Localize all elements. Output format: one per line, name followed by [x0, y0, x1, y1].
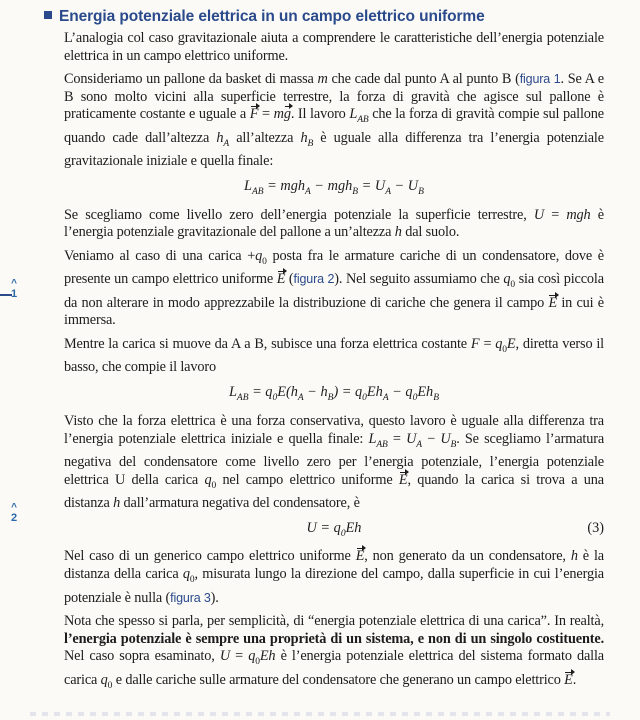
figure-ref-1[interactable]: figura 1	[519, 72, 561, 87]
equation: $L_{AB} = mgh_A - mgh_B = U_A - U_B$	[244, 177, 424, 197]
heading-text: Energia potenziale elettrica in un campo elettrico uniforme	[59, 8, 485, 25]
chevron-up-icon: ^	[11, 278, 17, 289]
margin-marker-2-label: 2	[10, 512, 18, 524]
paragraph: Mentre la carica si muove da A a B, subisce una forza elettrica costante $F = q_0E$, diretta verso il basso, che compie il lavoro	[64, 336, 605, 376]
margin-marker-1-label: 1	[10, 288, 18, 300]
margin-marker-1	[6, 280, 22, 300]
paragraph: Nota che spesso si parla, per semplicità, di “energia potenziale elettrica di una carica”. In realtà, l’energia potenziale è sempre una proprietà di un sistema, e non di un singolo costituente. Nel caso sopra esaminato, $U = q_0Eh$ è l’energia potenziale elettrica del sistema formato dalla carica $q_0$ e dalle cariche sulle armature del condensatore che generano un campo elettrico E.	[64, 613, 604, 691]
paragraph: L’analogia col caso gravitazionale aiuta a comprendere le caratteristiche dell’energia potenziale elettrica in un campo elettrico uniforme.	[64, 30, 604, 64]
chevron-up-icon: ^	[11, 502, 17, 513]
body-text	[64, 30, 604, 701]
figure-ref-3[interactable]: figura 3	[170, 590, 211, 605]
paragraph: Nel caso di un generico campo elettrico uniforme E, non generato da un condensatore, h è la distanza della carica $q_0$, misurata lungo la direzione del campo, dalla superficie in cui l’energia potenziale è nulla (figura 3).	[64, 548, 604, 606]
figure-ref-2[interactable]: figura 2	[293, 272, 335, 287]
section-heading	[44, 8, 485, 26]
paragraph: Consideriamo un pallone da basket di massa m che cade dal punto A al punto B (figura 1. Se A e B sono molto vicini alla superficie terrestre, la forza di gravità che agisce sul pallone è praticamente costante e uguale a F = mg. Il lavoro $L_{AB}$ che la forza di gravità compie sul pallone quando cade dall’altezza $h_A$ all’altezza $h_B$ è uguale alla differenza tra l’energia potenziale gravitazionale iniziale e quella finale:	[64, 71, 604, 170]
equation-number: (3)	[587, 519, 604, 536]
margin-marker-2	[6, 504, 22, 524]
equation-3: $U = q_0Eh$ (3)	[306, 519, 604, 539]
heading-bullet-icon	[44, 11, 52, 19]
equation: $L_{AB} = q_0E(h_A - h_B) = q_0Eh_A - q_0Eh_B$	[228, 384, 440, 403]
bottom-edge-decoration	[30, 712, 610, 716]
paragraph: Se scegliamo come livello zero dell’energia potenziale la superficie terrestre, U = mgh è l’energia potenziale gravitazionale del pallone a un’altezza h dal suolo.	[64, 206, 604, 241]
paragraph: Visto che la forza elettrica è una forza conservativa, questo lavoro è uguale alla differenza tra l’energia potenziale elettrica iniziale e quella finale: $L_{AB} = U_A - U_B$. Se scegliamo l’armatura negativa del condensatore come livello zero per l’energia potenziale, l’energia potenziale elettrica U della carica $q_0$ nel campo elettrico uniforme E, quando la carica si trova a una distanza h dall’armatura negativa del condensatore, è	[64, 412, 605, 512]
paragraph: Veniamo al caso di una carica $+q_0$ posta fra le armature cariche di un condensatore, dove è presente un campo elettrico uniforme E (figura 2). Nel seguito assumiamo che $q_0$ sia così piccola da non alterare in modo apprezzabile la distribuzione di cariche che genera il campo E in cui è immersa.	[64, 247, 604, 329]
